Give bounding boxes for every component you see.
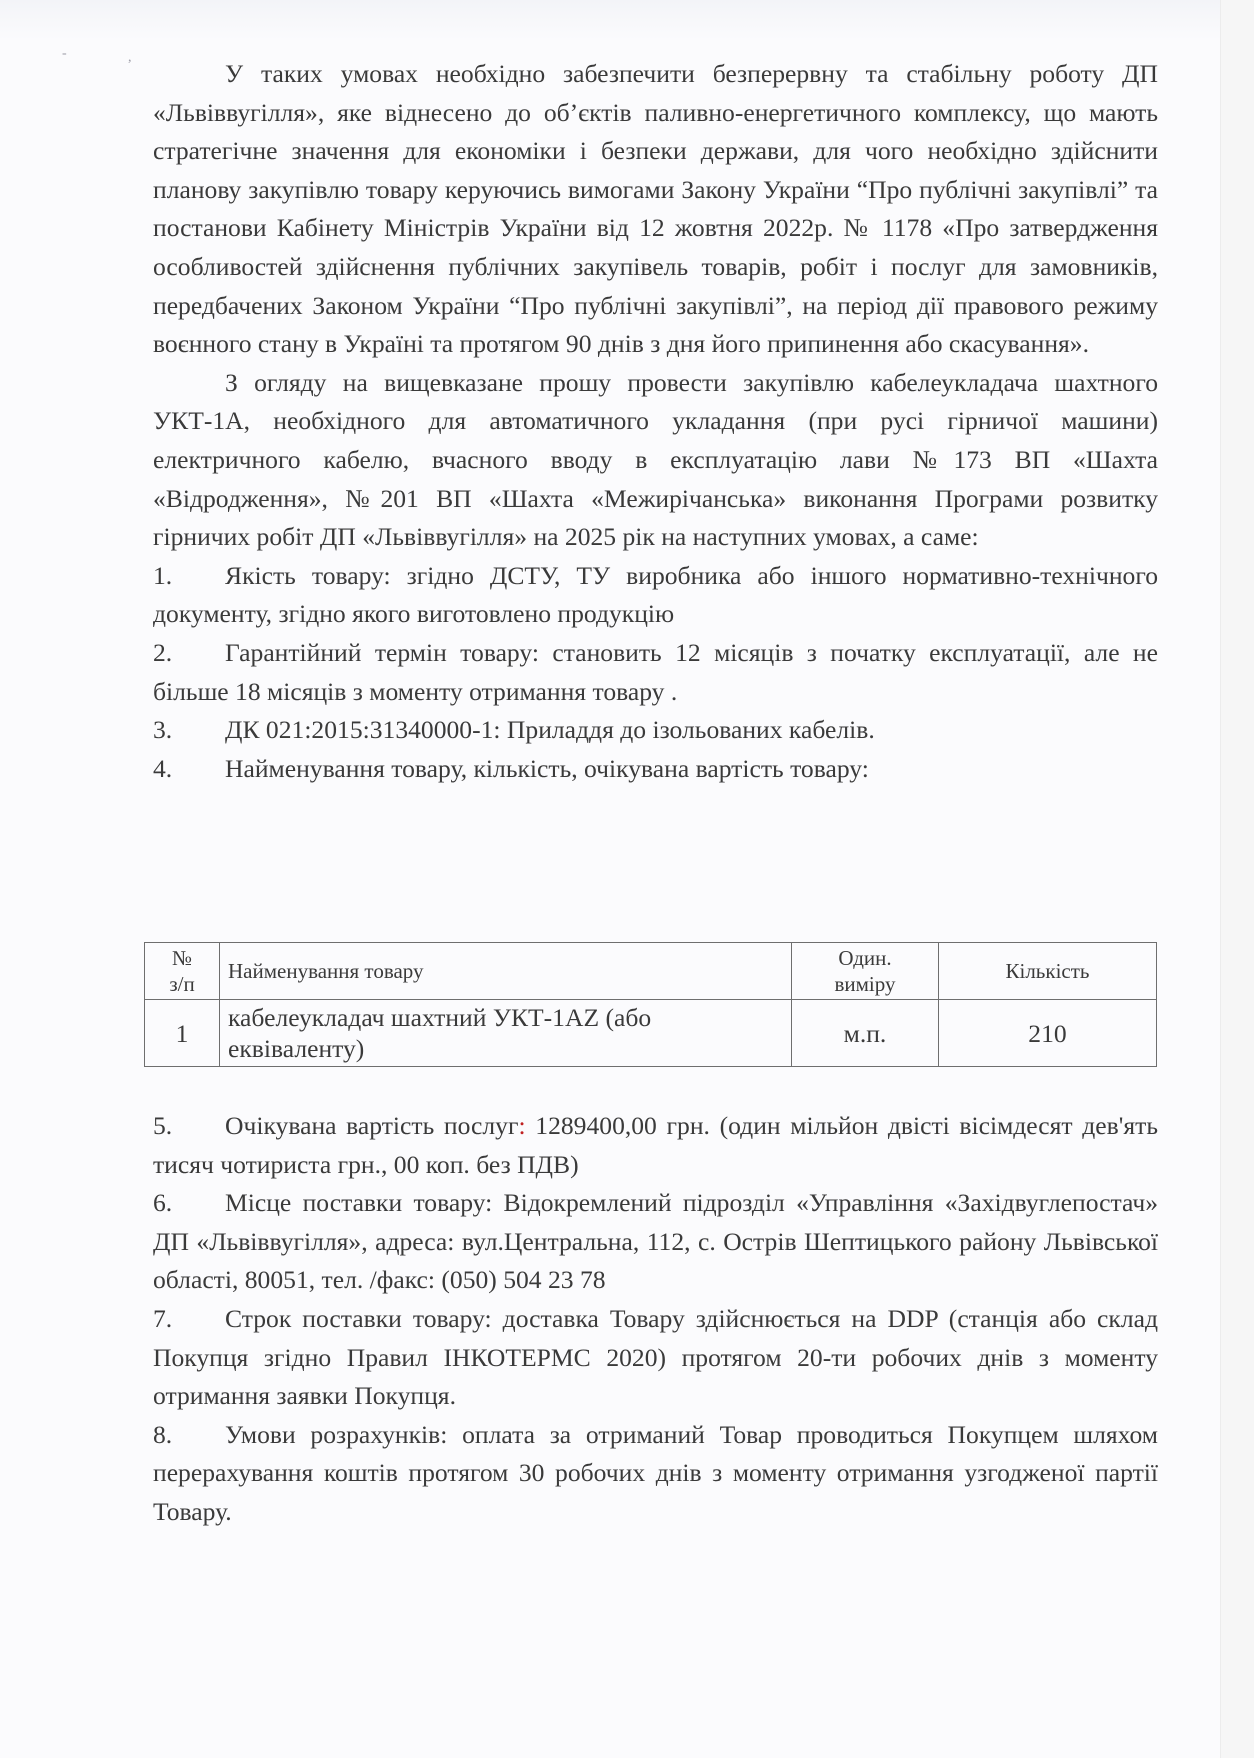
condition-number: 5.: [153, 1111, 173, 1140]
scan-speck: ,: [128, 50, 132, 65]
condition-number: 6.: [153, 1188, 173, 1218]
condition-text: Гарантійний термін товару: становить 12 місяців з початку експлуатації, але не більше 18 місяців з моменту отримання товару .: [153, 637, 1158, 706]
request-paragraph: З огляду на вищевказане прошу провести закупівлю кабелеукладача шахтного УКТ-1А, необхідного для автоматичного укладання (при русі гірничої машини) електричного кабелю, вчасного вводу в експлуатацію лави №173 ВП «Шахта «Відродження», №201 ВП «Шахта «Межирічанська» виконання Програми розвитку гірничих робіт ДП «Львіввугілля» на 2025 рік на наступних умовах, а саме:: [153, 367, 1158, 552]
condition-text: Місце поставки товару: Відокремлений підрозділ «Управління «Західвуглепостач» ДП «Львіввугілля», адреса: вул.Центральна, 112, с. Острів Шептицького району Львівської області, 80051, тел. /факс: (050) 504 23 78: [153, 1188, 1158, 1295]
cell-unit: м.п.: [792, 1000, 939, 1067]
condition-text: 1289400,00 грн. (один мільйон двісті вісімдесят дев'ять тисяч чотириста грн., 00 коп. без ПДВ): [153, 1111, 1158, 1179]
condition-item-7: [153, 1300, 1158, 1416]
cell-name: кабелеукладач шахтний УКТ-1AZ (або еквіваленту): [220, 1000, 792, 1067]
condition-number: 1.: [153, 560, 173, 590]
condition-item-4: [153, 750, 1158, 789]
condition-number: 7.: [153, 1303, 173, 1333]
goods-table: [144, 942, 1157, 1067]
document-body: [153, 55, 1158, 788]
cell-quantity: 210: [939, 1000, 1157, 1067]
header-number-line2: з/п: [169, 972, 195, 996]
intro-paragraph: У таких умовах необхідно забезпечити безперервну та стабільну роботу ДП «Львіввугілля», яке віднесено до об’єктів паливно-енергетичного комплексу, що мають стратегічне значення для економіки і безпеки держави, для чого необхідно здійснити планову закупівлю товару керуючись вимогами Закону України “Про публічні закупівлі” та постанови Кабінету Міністрів України від 12 жовтня 2022р. № 1178 «Про затвердження особливостей здійснення публічних закупівель товарів, робіт і послуг для замовників, передбачених Законом України “Про публічні закупівлі”, на період дії правового режиму воєнного стану в Україні та протягом 90 днів з дня його припинення або скасування».: [153, 59, 1158, 359]
scan-top-band: [0, 0, 1220, 40]
condition-number: 4.: [153, 753, 173, 783]
condition-text: ДК 021:2015:31340000-1: Приладдя до ізольованих кабелів.: [225, 715, 875, 745]
condition-item-6: [153, 1184, 1158, 1300]
scan-page-edge: [1220, 0, 1254, 1758]
condition-number: 2.: [153, 637, 173, 667]
header-unit-line2: виміру: [834, 972, 896, 996]
condition-item-5: [153, 1107, 1158, 1184]
condition-label: Очікувана вартість послуг: [225, 1111, 519, 1140]
condition-text: Якість товару: згідно ДСТУ, ТУ виробника або іншого нормативно-технічного документу, згідно якого виготовлено продукцію: [153, 560, 1158, 629]
header-name: Найменування товару: [220, 943, 792, 1000]
table-header-row: [145, 943, 1157, 1000]
condition-text: Строк поставки товару: доставка Товару здійснюється на DDP (станція або склад Покупця згідно Правил ІНКОТЕРМС 2020) протягом 20-ти робочих днів з моменту отримання заявки Покупця.: [153, 1303, 1158, 1411]
header-unit: [792, 943, 939, 1000]
condition-item-2: [153, 634, 1158, 711]
condition-item-1: [153, 557, 1158, 634]
header-number-line1: №: [171, 946, 193, 970]
header-quantity: Кількість: [939, 943, 1157, 1000]
cell-number: 1: [145, 1000, 220, 1067]
header-number: [145, 943, 220, 1000]
condition-number: 3.: [153, 715, 173, 745]
condition-item-3: [153, 711, 1158, 750]
condition-text: Найменування товару, кількість, очікувана вартість товару:: [225, 753, 869, 783]
condition-text: Умови розрахунків: оплата за отриманий Товар проводиться Покупцем шляхом перерахування коштів протягом 30 робочих днів з моменту отримання узгодженої партії Товару.: [153, 1419, 1158, 1526]
condition-colon: :: [518, 1111, 526, 1140]
scan-speck: -: [62, 46, 67, 61]
header-unit-line1: Один.: [838, 946, 892, 970]
condition-item-8: [153, 1416, 1158, 1532]
document-body-lower: [153, 1107, 1158, 1532]
condition-number: 8.: [153, 1419, 173, 1449]
table-row: [145, 1000, 1157, 1067]
